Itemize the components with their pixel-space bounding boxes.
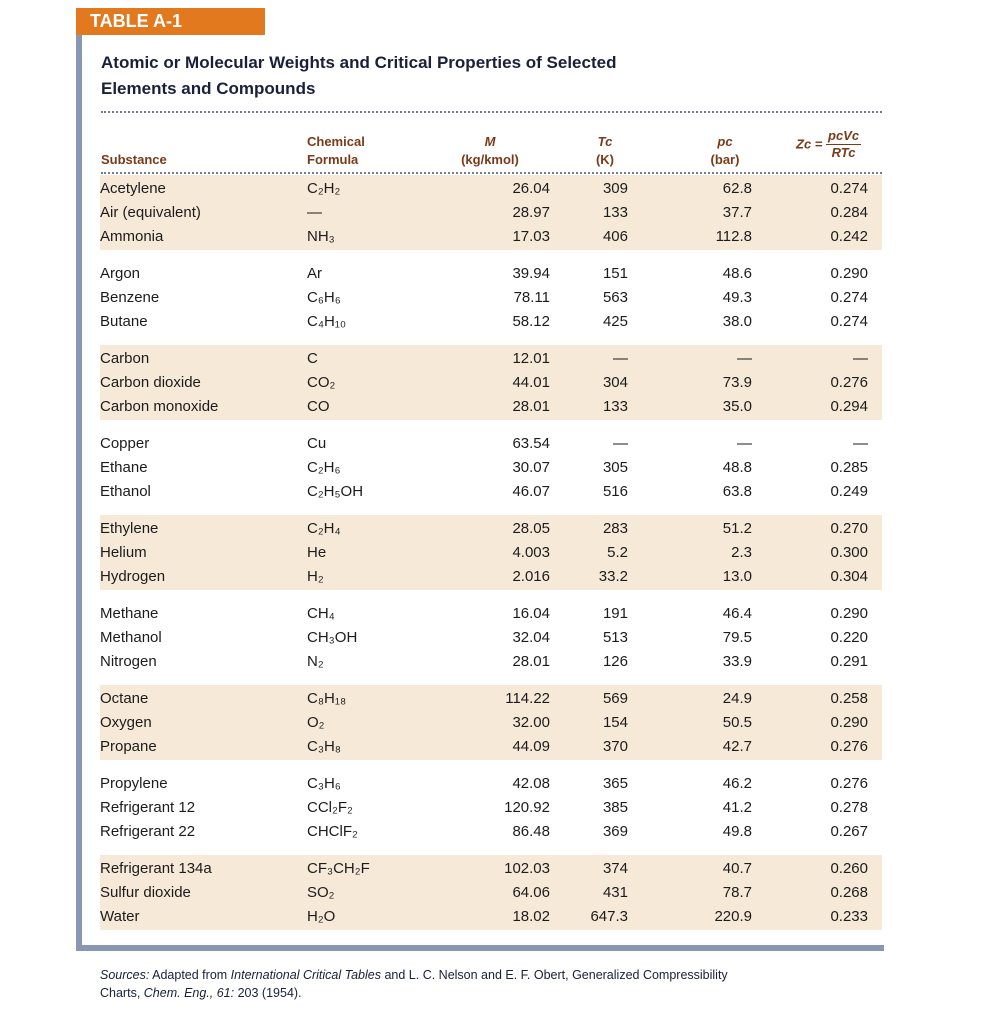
formula-cell: C bbox=[307, 350, 318, 367]
critical-temp-cell: — bbox=[613, 350, 628, 367]
formula-cell: C₂H₆ bbox=[307, 459, 341, 476]
header-tc-line1: Tc bbox=[597, 134, 613, 149]
formula-cell: C₃H₆ bbox=[307, 775, 341, 792]
critical-pressure-cell: 48.8 bbox=[722, 459, 752, 476]
sources-italic-1: International Critical Tables bbox=[230, 968, 381, 982]
sources-italic-2: Chem. Eng., 61: bbox=[143, 986, 235, 1000]
substance-cell: Carbon monoxide bbox=[100, 398, 219, 415]
substance-cell: Oxygen bbox=[100, 714, 152, 731]
molar-mass-cell: 39.94 bbox=[512, 265, 550, 282]
compressibility-cell: 0.294 bbox=[830, 398, 868, 415]
compressibility-cell: 0.249 bbox=[830, 483, 868, 500]
formula-cell: C₄H₁₀ bbox=[307, 313, 347, 330]
group-7 bbox=[100, 685, 882, 760]
critical-pressure-cell: 220.9 bbox=[714, 908, 752, 925]
substance-cell: Helium bbox=[100, 544, 147, 561]
substance-cell: Carbon bbox=[100, 350, 150, 367]
molar-mass-cell: 28.05 bbox=[512, 520, 550, 537]
table-row bbox=[100, 565, 882, 589]
critical-pressure-cell: 40.7 bbox=[722, 860, 752, 877]
molar-mass-cell: 86.48 bbox=[512, 823, 550, 840]
critical-pressure-cell: 62.8 bbox=[722, 180, 752, 197]
substance-cell: Water bbox=[100, 908, 140, 925]
molar-mass-cell: 2.016 bbox=[512, 568, 550, 585]
critical-temp-cell: — bbox=[613, 435, 628, 452]
group-1 bbox=[100, 175, 882, 250]
formula-cell: H₂O bbox=[307, 908, 336, 925]
formula-cell: Ar bbox=[307, 265, 322, 282]
molar-mass-cell: 17.03 bbox=[512, 228, 550, 245]
table-row bbox=[100, 286, 882, 310]
molar-mass-cell: 28.01 bbox=[512, 653, 550, 670]
critical-pressure-cell: 33.9 bbox=[722, 653, 752, 670]
critical-temp-cell: 5.2 bbox=[607, 544, 628, 561]
molar-mass-cell: 16.04 bbox=[512, 605, 550, 622]
table-row bbox=[100, 626, 882, 650]
critical-temp-cell: 563 bbox=[602, 289, 628, 306]
sources-text-3: Charts, bbox=[100, 986, 141, 1000]
compressibility-cell: 0.290 bbox=[830, 714, 868, 731]
group-4 bbox=[100, 430, 882, 505]
critical-pressure-cell: 49.3 bbox=[722, 289, 752, 306]
substance-cell: Methane bbox=[100, 605, 159, 622]
table-row bbox=[100, 711, 882, 735]
table-row bbox=[100, 820, 882, 844]
critical-temp-cell: 283 bbox=[602, 520, 628, 537]
group-5 bbox=[100, 515, 882, 590]
compressibility-cell: 0.270 bbox=[830, 520, 868, 537]
compressibility-cell: 0.267 bbox=[830, 823, 868, 840]
table-row bbox=[100, 395, 882, 419]
substance-cell: Propylene bbox=[100, 775, 168, 792]
molar-mass-cell: 44.09 bbox=[512, 738, 550, 755]
formula-cell: CH₃OH bbox=[307, 629, 358, 646]
substance-cell: Ethane bbox=[100, 459, 148, 476]
critical-temp-cell: 431 bbox=[602, 884, 628, 901]
substance-cell: Butane bbox=[100, 313, 148, 330]
critical-temp-cell: 309 bbox=[602, 180, 628, 197]
critical-temp-cell: 569 bbox=[602, 690, 628, 707]
compressibility-cell: 0.290 bbox=[830, 605, 868, 622]
compressibility-cell: 0.233 bbox=[830, 908, 868, 925]
critical-temp-cell: 513 bbox=[602, 629, 628, 646]
formula-cell: C₈H₁₈ bbox=[307, 690, 347, 707]
critical-pressure-cell: 42.7 bbox=[722, 738, 752, 755]
critical-temp-cell: 385 bbox=[602, 799, 628, 816]
compressibility-cell: 0.274 bbox=[830, 289, 868, 306]
substance-cell: Nitrogen bbox=[100, 653, 157, 670]
critical-temp-cell: 369 bbox=[602, 823, 628, 840]
substance-cell: Argon bbox=[100, 265, 141, 282]
critical-pressure-cell: 78.7 bbox=[722, 884, 752, 901]
table-row bbox=[100, 201, 882, 225]
substance-cell: Ammonia bbox=[100, 228, 164, 245]
substance-cell: Octane bbox=[100, 690, 149, 707]
compressibility-cell: 0.290 bbox=[830, 265, 868, 282]
substance-cell: Acetylene bbox=[100, 180, 166, 197]
group-9 bbox=[100, 855, 882, 930]
formula-cell: N₂ bbox=[307, 653, 324, 670]
molar-mass-cell: 32.00 bbox=[512, 714, 550, 731]
molar-mass-cell: 58.12 bbox=[512, 313, 550, 330]
molar-mass-cell: 114.22 bbox=[505, 690, 550, 707]
critical-temp-cell: 304 bbox=[602, 374, 628, 391]
critical-pressure-cell: 63.8 bbox=[722, 483, 752, 500]
header-m-line2: (kg/kmol) bbox=[461, 152, 519, 167]
substance-cell: Ethylene bbox=[100, 520, 159, 537]
molar-mass-cell: 4.003 bbox=[512, 544, 550, 561]
group-2 bbox=[100, 260, 882, 335]
molar-mass-cell: 12.01 bbox=[512, 350, 550, 367]
critical-pressure-cell: 46.2 bbox=[722, 775, 752, 792]
critical-pressure-cell: 41.2 bbox=[722, 799, 752, 816]
table-row bbox=[100, 735, 882, 759]
sources-text-2: and L. C. Nelson and E. F. Obert, Generalized Compressibility bbox=[384, 968, 728, 982]
critical-temp-cell: 151 bbox=[602, 265, 628, 282]
formula-cell: CO₂ bbox=[307, 374, 336, 391]
table-row bbox=[100, 262, 882, 286]
header-substance: Substance bbox=[101, 152, 167, 167]
header-zc-numerator: pcVc bbox=[828, 128, 860, 143]
critical-pressure-cell: 79.5 bbox=[722, 629, 752, 646]
header-formula-line2: Formula bbox=[307, 152, 359, 167]
header-tc-line2: (K) bbox=[595, 152, 615, 167]
header-pc-line1: pc bbox=[717, 134, 733, 149]
group-6 bbox=[100, 600, 882, 675]
table-row bbox=[100, 796, 882, 820]
critical-temp-cell: 305 bbox=[602, 459, 628, 476]
critical-temp-cell: 425 bbox=[602, 313, 628, 330]
formula-cell: H₂ bbox=[307, 568, 324, 585]
table-row bbox=[100, 857, 882, 881]
formula-cell: C₂H₄ bbox=[307, 520, 341, 537]
substance-cell: Ethanol bbox=[100, 483, 151, 500]
header-formula-line1: Chemical bbox=[307, 134, 365, 149]
critical-pressure-cell: — bbox=[737, 350, 752, 367]
table-row bbox=[100, 602, 882, 626]
table-row bbox=[100, 881, 882, 905]
formula-cell: NH₃ bbox=[307, 228, 335, 245]
formula-cell: — bbox=[307, 204, 322, 221]
table-row bbox=[100, 347, 882, 371]
formula-cell: Cu bbox=[307, 435, 327, 452]
header-zc-lhs: Zc = bbox=[796, 136, 823, 152]
compressibility-cell: 0.285 bbox=[830, 459, 868, 476]
table-row bbox=[100, 480, 882, 504]
critical-temp-cell: 133 bbox=[602, 398, 628, 415]
molar-mass-cell: 26.04 bbox=[512, 180, 550, 197]
critical-pressure-cell: — bbox=[737, 435, 752, 452]
critical-pressure-cell: 73.9 bbox=[722, 374, 752, 391]
critical-pressure-cell: 46.4 bbox=[722, 605, 752, 622]
formula-cell: He bbox=[307, 544, 327, 561]
formula-cell: CHClF₂ bbox=[307, 823, 358, 840]
critical-temp-cell: 406 bbox=[602, 228, 628, 245]
molar-mass-cell: 28.01 bbox=[512, 398, 550, 415]
table-row bbox=[100, 650, 882, 674]
critical-pressure-cell: 112.8 bbox=[715, 228, 752, 245]
molar-mass-cell: 64.06 bbox=[512, 884, 550, 901]
molar-mass-cell: 18.02 bbox=[512, 908, 550, 925]
critical-pressure-cell: 49.8 bbox=[722, 823, 752, 840]
substance-cell: Refrigerant 134a bbox=[100, 860, 212, 877]
table-row bbox=[100, 772, 882, 796]
group-3 bbox=[100, 345, 882, 420]
formula-cell: C₂H₅OH bbox=[307, 483, 364, 500]
header-zc-fraction bbox=[826, 128, 861, 161]
compressibility-cell: 0.284 bbox=[830, 204, 868, 221]
critical-pressure-cell: 51.2 bbox=[722, 520, 752, 537]
molar-mass-cell: 44.01 bbox=[512, 374, 550, 391]
critical-pressure-cell: 2.3 bbox=[731, 544, 752, 561]
sources-note bbox=[100, 966, 890, 1002]
compressibility-cell: — bbox=[853, 435, 868, 452]
critical-temp-cell: 154 bbox=[602, 714, 628, 731]
critical-temp-cell: 370 bbox=[602, 738, 628, 755]
molar-mass-cell: 28.97 bbox=[512, 204, 550, 221]
compressibility-cell: 0.304 bbox=[830, 568, 868, 585]
molar-mass-cell: 63.54 bbox=[512, 435, 550, 452]
molar-mass-cell: 32.04 bbox=[512, 629, 550, 646]
substance-cell: Refrigerant 12 bbox=[100, 799, 196, 816]
table-title bbox=[101, 50, 801, 102]
compressibility-cell: — bbox=[853, 350, 868, 367]
table-row bbox=[100, 371, 882, 395]
critical-temp-cell: 647.3 bbox=[590, 908, 628, 925]
substance-cell: Copper bbox=[100, 435, 150, 452]
molar-mass-cell: 30.07 bbox=[512, 459, 550, 476]
group-8 bbox=[100, 770, 882, 845]
table-row bbox=[100, 456, 882, 480]
compressibility-cell: 0.258 bbox=[830, 690, 868, 707]
critical-temp-cell: 374 bbox=[602, 860, 628, 877]
compressibility-cell: 0.220 bbox=[830, 629, 868, 646]
formula-cell: C₂H₂ bbox=[307, 180, 341, 197]
substance-cell: Air (equivalent) bbox=[100, 204, 201, 221]
header-zc-denominator: RTc bbox=[831, 145, 856, 160]
critical-temp-cell: 516 bbox=[602, 483, 628, 500]
formula-cell: O₂ bbox=[307, 714, 325, 731]
compressibility-cell: 0.268 bbox=[830, 884, 868, 901]
substance-cell: Carbon dioxide bbox=[100, 374, 201, 391]
critical-temp-cell: 33.2 bbox=[598, 568, 628, 585]
critical-pressure-cell: 13.0 bbox=[722, 568, 752, 585]
compressibility-cell: 0.274 bbox=[830, 313, 868, 330]
formula-cell: SO₂ bbox=[307, 884, 335, 901]
table-row bbox=[100, 432, 882, 456]
compressibility-cell: 0.278 bbox=[830, 799, 868, 816]
molar-mass-cell: 78.11 bbox=[513, 289, 550, 306]
critical-pressure-cell: 48.6 bbox=[722, 265, 752, 282]
compressibility-cell: 0.291 bbox=[830, 653, 868, 670]
critical-pressure-cell: 37.7 bbox=[722, 204, 752, 221]
substance-cell: Benzene bbox=[100, 289, 160, 306]
compressibility-cell: 0.300 bbox=[830, 544, 868, 561]
table-row bbox=[100, 225, 882, 249]
critical-temp-cell: 133 bbox=[602, 204, 628, 221]
substance-cell: Hydrogen bbox=[100, 568, 166, 585]
critical-pressure-cell: 50.5 bbox=[722, 714, 752, 731]
molar-mass-cell: 102.03 bbox=[504, 860, 550, 877]
header-zc bbox=[796, 128, 861, 161]
title-line-2: Elements and Compounds bbox=[101, 79, 316, 98]
molar-mass-cell: 42.08 bbox=[512, 775, 550, 792]
compressibility-cell: 0.276 bbox=[830, 738, 868, 755]
table-tag: TABLE A-1 bbox=[76, 8, 265, 35]
formula-cell: CO bbox=[307, 398, 330, 415]
critical-temp-cell: 126 bbox=[602, 653, 628, 670]
critical-pressure-cell: 38.0 bbox=[722, 313, 752, 330]
table-row bbox=[100, 541, 882, 565]
critical-pressure-cell: 35.0 bbox=[722, 398, 752, 415]
compressibility-cell: 0.274 bbox=[830, 180, 868, 197]
critical-temp-cell: 191 bbox=[602, 605, 628, 622]
compressibility-cell: 0.260 bbox=[830, 860, 868, 877]
formula-cell: CH₄ bbox=[307, 605, 335, 622]
substance-cell: Methanol bbox=[100, 629, 162, 646]
table-row bbox=[100, 517, 882, 541]
molar-mass-cell: 120.92 bbox=[504, 799, 550, 816]
sources-text-4: 203 (1954). bbox=[237, 986, 302, 1000]
molar-mass-cell: 46.07 bbox=[512, 483, 550, 500]
formula-cell: CF₃CH₂F bbox=[307, 860, 370, 877]
header-pc-line2: (bar) bbox=[710, 152, 740, 167]
compressibility-cell: 0.242 bbox=[830, 228, 868, 245]
substance-cell: Sulfur dioxide bbox=[100, 884, 191, 901]
title-line-1: Atomic or Molecular Weights and Critical Properties of Selected bbox=[101, 53, 617, 72]
header-m-line1: M bbox=[484, 134, 496, 149]
header-dotted-rule bbox=[101, 172, 882, 174]
compressibility-cell: 0.276 bbox=[830, 374, 868, 391]
table-row bbox=[100, 687, 882, 711]
table-row bbox=[100, 905, 882, 929]
critical-pressure-cell: 24.9 bbox=[722, 690, 752, 707]
sources-label: Sources: bbox=[100, 968, 150, 982]
table-row bbox=[100, 177, 882, 201]
critical-temp-cell: 365 bbox=[602, 775, 628, 792]
formula-cell: C₃H₈ bbox=[307, 738, 341, 755]
table-row bbox=[100, 310, 882, 334]
top-dotted-rule bbox=[101, 111, 882, 113]
sources-text-1: Adapted from bbox=[152, 968, 228, 982]
substance-cell: Propane bbox=[100, 738, 157, 755]
compressibility-cell: 0.276 bbox=[830, 775, 868, 792]
formula-cell: CCl₂F₂ bbox=[307, 799, 353, 816]
formula-cell: C₆H₆ bbox=[307, 289, 341, 306]
substance-cell: Refrigerant 22 bbox=[100, 823, 196, 840]
